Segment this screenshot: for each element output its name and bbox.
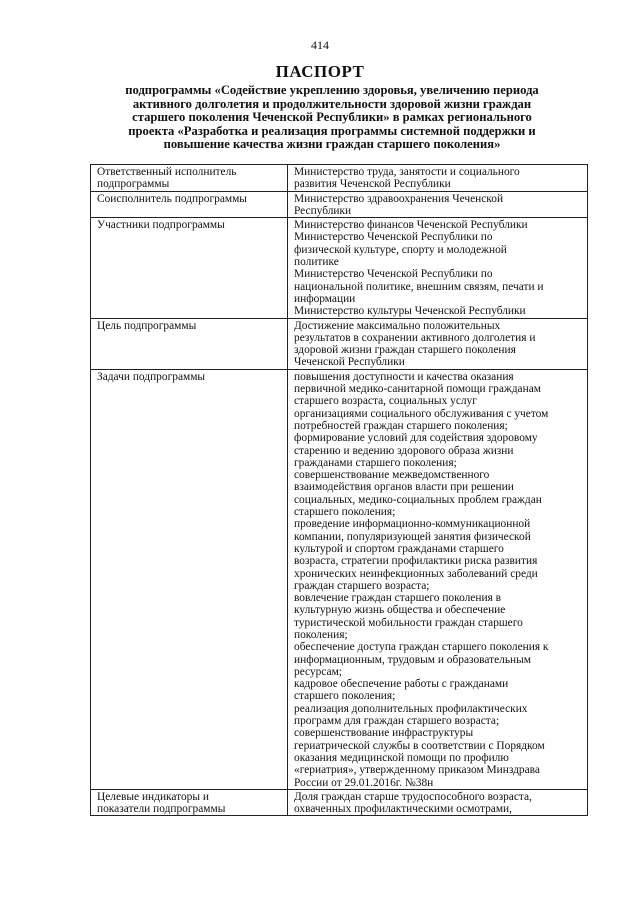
row-value-line: гражданами старшего поколения; bbox=[294, 456, 457, 469]
row-label-cell bbox=[91, 318, 288, 369]
row-value-line: Доля граждан старше трудоспособного возраста, bbox=[294, 790, 532, 803]
row-value-cell bbox=[288, 369, 588, 789]
row-label-line: Целевые индикаторы и bbox=[97, 790, 209, 803]
table-row bbox=[91, 218, 588, 318]
row-value-line: совершенствование инфраструктуры bbox=[294, 727, 474, 740]
row-value-line: гериатрической службы в соответствии с Порядком bbox=[294, 739, 545, 752]
row-value-line: Министерство Чеченской Республики по bbox=[294, 231, 493, 244]
row-value-line: совершенствование межведомственного bbox=[294, 469, 490, 482]
subtitle-line: подпрограммы «Содействие укреплению здоровья, увеличению периода bbox=[125, 83, 539, 97]
row-value-line: культурную жизнь общества и обеспечение bbox=[294, 604, 506, 617]
row-value-line: формирование условий для содействия здоровому bbox=[294, 432, 538, 445]
row-label-line: Участники подпрограммы bbox=[97, 219, 225, 232]
row-value-line: ресурсам; bbox=[294, 665, 342, 678]
row-value-line: реализация дополнительных профилактических bbox=[294, 702, 528, 715]
table-row bbox=[91, 165, 588, 192]
row-value-line: физической культуре, спорту и молодежной bbox=[294, 243, 507, 256]
table-row bbox=[91, 789, 588, 816]
table-row bbox=[91, 318, 588, 369]
row-value-line: кадровое обеспечение работы с гражданами bbox=[294, 678, 509, 691]
row-value-line: поколения; bbox=[294, 628, 348, 641]
row-value-line: здоровой жизни граждан старшего поколения bbox=[294, 344, 516, 357]
row-value-cell bbox=[288, 191, 588, 218]
row-value-line: хронических неинфекционных заболеваний среди bbox=[294, 567, 538, 580]
row-value-line: Министерство Чеченской Республики по bbox=[294, 268, 493, 281]
row-value-line: оказания медицинской помощи по профилю bbox=[294, 751, 509, 764]
row-value-line: программ для граждан старшего возраста; bbox=[294, 715, 500, 728]
row-value-line: Министерство здравоохранения Чеченской bbox=[294, 192, 504, 205]
row-value-line: Министерство культуры Чеченской Республики bbox=[294, 305, 526, 318]
row-value-line: Чеченской Республики bbox=[294, 356, 405, 369]
table-row bbox=[91, 369, 588, 789]
row-label-cell bbox=[91, 218, 288, 318]
document-subtitle bbox=[82, 84, 582, 152]
row-value-line: результатов в сохранении активного долголетия и bbox=[294, 331, 536, 344]
passport-table bbox=[90, 164, 588, 816]
row-value-line: старшего поколения; bbox=[294, 506, 396, 519]
row-value-line: культурой и спортом гражданами старшего bbox=[294, 542, 504, 555]
subtitle-line: старшего поколения Чеченской Республики» в рамках регионального bbox=[132, 110, 532, 125]
row-value-line: первичной медико-санитарной помощи гражданам bbox=[294, 383, 541, 396]
row-value-line: потребностей граждан старшего поколения; bbox=[294, 419, 508, 432]
row-label-line: показатели подпрограммы bbox=[97, 803, 226, 816]
row-value-line: старению и ведению здорового образа жизни bbox=[294, 444, 514, 457]
row-value-line: социальных, медико-социальных проблем граждан bbox=[294, 493, 542, 506]
row-value-cell bbox=[288, 789, 588, 816]
row-value-line: организациями социального обслуживания с учетом bbox=[294, 407, 549, 420]
row-value-line: охваченных профилактическими осмотрами, bbox=[294, 803, 512, 816]
row-value-line: Министерство финансов Чеченской Республики bbox=[294, 219, 528, 232]
row-value-line: старшего поколения; bbox=[294, 690, 396, 703]
row-label-line: подпрограммы bbox=[97, 178, 170, 191]
row-value-line: обеспечение доступа граждан старшего поколения к bbox=[294, 641, 549, 654]
row-label-cell bbox=[91, 789, 288, 816]
row-value-line: компании, популяризующей занятия физической bbox=[294, 530, 531, 543]
row-value-line: взаимодействия органов власти при решении bbox=[294, 481, 514, 494]
row-value-line: развития Чеченской Республики bbox=[294, 178, 451, 191]
row-value-line: граждан старшего возраста; bbox=[294, 579, 430, 592]
row-value-line: старшего возраста, социальных услуг bbox=[294, 395, 477, 408]
row-label-cell bbox=[91, 191, 288, 218]
row-value-line: национальной политике, внешним связям, печати и bbox=[294, 280, 544, 293]
passport-table-body bbox=[91, 165, 588, 816]
table-row bbox=[91, 191, 588, 218]
document-title: ПАСПОРТ bbox=[275, 62, 365, 81]
row-value-line: информации bbox=[294, 292, 356, 305]
row-value-line: проведение информационно-коммуникационной bbox=[294, 518, 531, 531]
row-label-line: Соисполнитель подпрограммы bbox=[97, 192, 247, 205]
row-value-line: вовлечение граждан старшего поколения в bbox=[294, 592, 502, 605]
row-value-line: повышения доступности и качества оказания bbox=[294, 370, 514, 383]
subtitle-line: повышение качества жизни граждан старшего поколения» bbox=[163, 137, 501, 152]
row-label-line: Ответственный исполнитель bbox=[97, 166, 237, 178]
row-value-line: Министерство труда, занятости и социального bbox=[294, 166, 520, 178]
row-value-cell bbox=[288, 218, 588, 318]
row-value-line: Достижение максимально положительных bbox=[294, 319, 501, 332]
subtitle-line: проекта «Разработка и реализация программы системной поддержки и bbox=[128, 123, 536, 138]
row-label-cell bbox=[91, 165, 288, 192]
row-value-line: политике bbox=[294, 256, 339, 269]
row-value-line: туристической мобильности граждан старшего bbox=[294, 616, 523, 629]
page-number: 414 bbox=[311, 38, 329, 52]
row-value-line: России от 29.01.2016г. №38н bbox=[294, 776, 434, 789]
subtitle-line: активного долголетия и продолжительности здоровой жизни граждан bbox=[132, 96, 532, 111]
row-label-cell bbox=[91, 369, 288, 789]
row-label-line: Задачи подпрограммы bbox=[97, 370, 206, 383]
row-value-cell bbox=[288, 318, 588, 369]
row-value-line: информационным, трудовым и образовательным bbox=[294, 653, 531, 666]
row-value-line: «гериатрия», утвержденному приказом Минздрава bbox=[294, 764, 540, 777]
row-value-cell bbox=[288, 165, 588, 192]
row-value-line: возраста, стратегии профилактики риска развития bbox=[294, 555, 538, 568]
row-label-line: Цель подпрограммы bbox=[97, 319, 197, 332]
row-value-line: Республики bbox=[294, 204, 352, 217]
